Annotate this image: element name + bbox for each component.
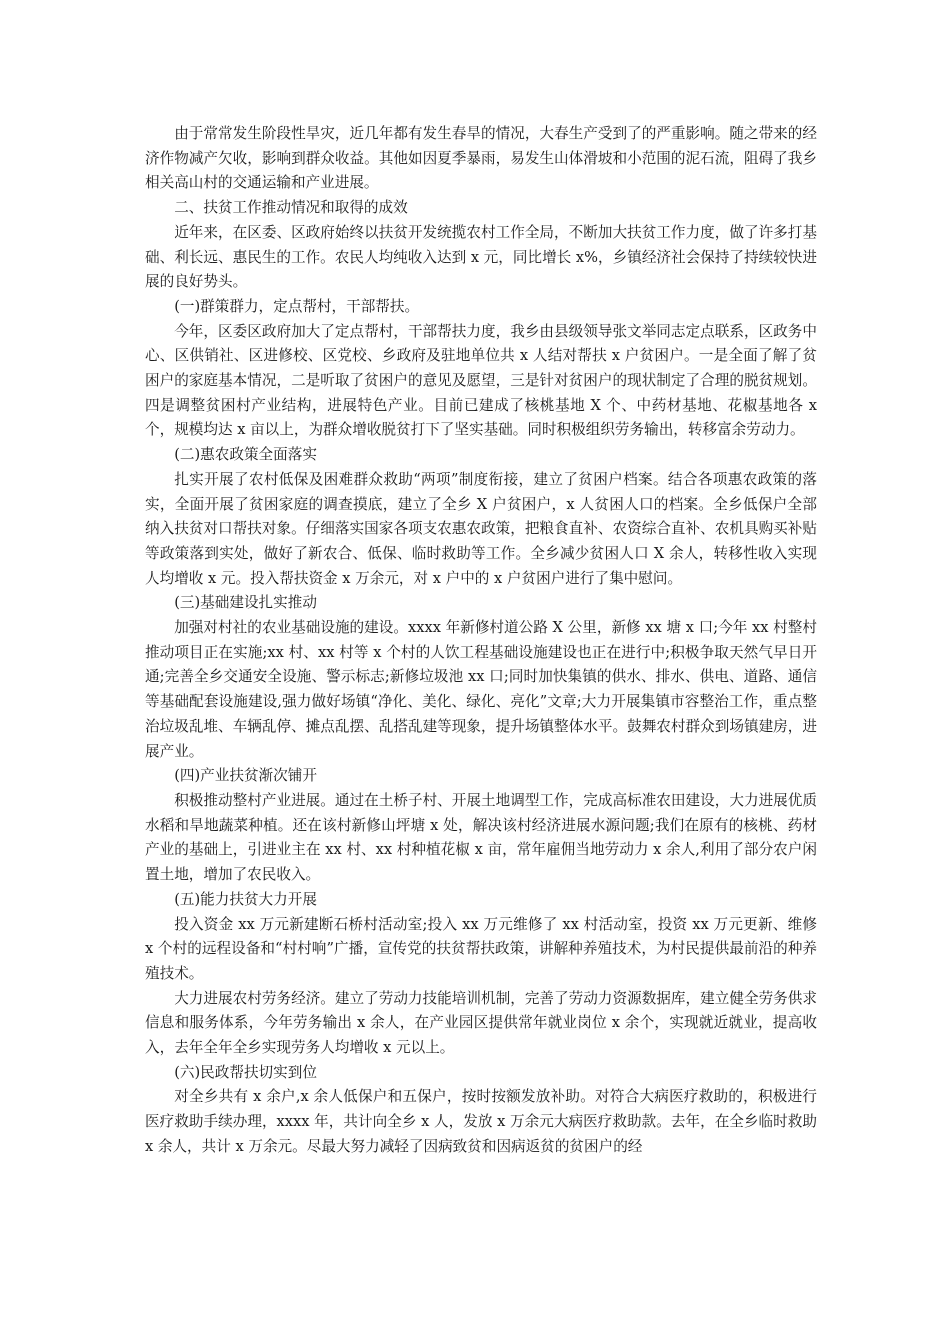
subheading-5: (五)能力扶贫大力开展 <box>174 890 317 908</box>
subheading-4: (四)产业扶贫渐次铺开 <box>174 767 317 785</box>
subheading-3: (三)基础建设扎实推动 <box>174 594 317 612</box>
paragraph-fixed-point-aid: 今年，区委区政府加大了定点帮村，干部帮扶力度，我乡由县级领导张文举同志定点联系，区政务中心、区供销社、区进修校、区党校、乡政府及驻地单位共 x 人结对帮扶 x 户贫困户。一是全面了解了贫困户的家庭基本情况，二是听取了贫困户的意见及愿望，三是针对贫困户的现状制定了合理的脱贫规划。四是调整贫困村产业结构，进展特色产业。目前已建成了核桃基地 X 个、中药材基地、花椒基地各 x 个，规模均达 x 亩以上，为群众增收脱贫打下了坚实基础。同时积极组织劳务输出，转移富余劳动力。 <box>145 322 817 439</box>
subheading-2: (二)惠农政策全面落实 <box>174 446 317 464</box>
paragraph-labor-economy: 大力进展农村劳务经济。建立了劳动力技能培训机制，完善了劳动力资源数据库，建立健全劳务供求信息和服务体系，今年劳务输出 x 余人，在产业园区提供常年就业岗位 x 余个，实现就近就业，提高收入，去年全年全乡实现劳务人均增收 x 元以上。 <box>145 989 817 1057</box>
paragraph-civil-affairs: 对全乡共有 x 余户,x 余人低保户和五保户，按时按额发放补助。对符合大病医疗救助的，积极进行医疗救助手续办理，xxxx 年，共计向全乡 x 人，发放 x 万余元大病医疗救助款。去年，在全乡临时救助 x 余人，共计 x 万余元。尽最大努力减轻了因病致贫和因病返贫的贫困户的经 <box>145 1088 817 1155</box>
paragraph-infrastructure: 加强对村社的农业基础设施的建设。xxxx 年新修村道公路 X 公里，新修 xx 塘 x 口;今年 xx 村整村推动项目正在实施;xx 村、xx 村等 x 个村的人饮工程基础设施建设也正在进行中;积极争取天然气早日开通;完善全乡交通安全设施、警示标志;新修垃圾池 xx 口;同时加快集镇的供水、排水、供电、道路、通信等基础配套设施建设,强力做好场镇“净化、美化、绿化、亮化”文章;大力开展集镇市容整治工作，重点整治垃圾乱堆、车辆乱停、摊点乱摆、乱搭乱建等现象，提升场镇整体水平。鼓舞农村群众到场镇建房，进展产业。 <box>145 619 817 760</box>
paragraph-drought-impact: 由于常常发生阶段性旱灾，近几年都有发生春旱的情况，大春生产受到了的严重影响。随之带来的经济作物减产欠收，影响到群众收益。其他如因夏季暴雨，易发生山体滑坡和小范围的泥石流，阻碍了我乡相关高山村的交通运输和产业进展。 <box>145 125 817 192</box>
subheading-1: (一)群策群力，定点帮村，干部帮扶。 <box>174 297 420 315</box>
paragraph-industry: 积极推动整村产业进展。通过在土桥子村、开展土地调型工作，完成高标准农田建设，大力进展优质水稻和旱地蔬菜种植。还在该村新修山坪塘 x 处，解决该村经济进展水源问题;我们在原有的核桃、药材产业的基础上，引进业主在 xx 村、xx 村种植花椒 x 亩，常年雇佣当地劳动力 x 余人,利用了部分农户闲置土地，增加了农民收入。 <box>145 791 817 884</box>
document-body <box>145 122 817 1160</box>
paragraph-recent-years: 近年来，在区委、区政府始终以扶贫开发统揽农村工作全局，不断加大扶贫工作力度，做了许多打基础、利长远、惠民生的工作。农民人均纯收入达到 x 元，同比增长 x%，乡镇经济社会保持了持续较快进展的良好势头。 <box>145 223 817 291</box>
paragraph-capacity-investment: 投入资金 xx 万元新建断石桥村活动室;投入 xx 万元维修了 xx 村活动室，投资 xx 万元更新、维修 x 个村的远程设备和“村村响”广播，宣传党的扶贫帮扶政策，讲解种养殖技术，为村民提供最前沿的种养殖技术。 <box>145 915 817 982</box>
section-heading-2: 二、扶贫工作推动情况和取得的成效 <box>174 199 408 217</box>
subheading-6: (六)民政帮扶切实到位 <box>174 1063 317 1081</box>
paragraph-policy-implementation: 扎实开展了农村低保及困难群众救助“两项”制度衔接，建立了贫困户档案。结合各项惠农政策的落实，全面开展了贫困家庭的调查摸底，建立了全乡 X 户贫困户，x 人贫困人口的档案。全乡低保户全部纳入扶贫对口帮扶对象。仔细落实国家各项支农惠农政策，把粮食直补、农资综合直补、农机具购买补贴等政策落到实处，做好了新农合、低保、临时救助等工作。全乡减少贫困人口 X 余人，转移性收入实现人均增收 x 元。投入帮扶资金 x 万余元，对 x 户中的 x 户贫困户进行了集中慰问。 <box>145 470 817 587</box>
